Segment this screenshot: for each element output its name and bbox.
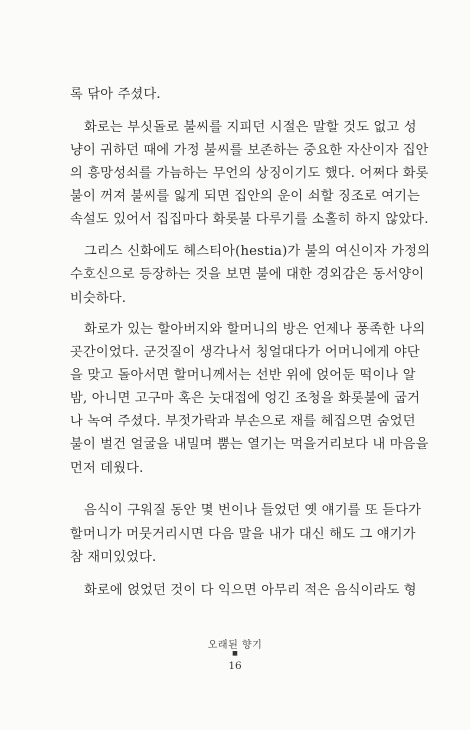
page-number: 16 (228, 660, 242, 672)
text-line: 나 녹여 주셨다. 부젓가락과 부손으로 재를 헤집으면 숨었던 (70, 414, 416, 429)
text-line: 록 닦아 주셨다. (70, 87, 161, 102)
running-footer-title: 오래된 향기 (207, 640, 263, 651)
text-line: 수호신으로 등장하는 것을 보면 불에 대한 경외감은 동서양이 (70, 267, 425, 282)
text-line: 속설도 있어서 집집마다 화롯불 다루기를 소홀히 하지 않았다. (70, 212, 429, 227)
text-line: 할머니가 머뭇거리시면 다음 말을 내가 대신 해도 그 얘기가 (70, 527, 416, 542)
text-line: 그리스 신화에도 헤스티아(hestia)가 불의 여신이자 가정의 (84, 244, 431, 259)
text-line: 의 흥망성쇠를 가늠하는 무언의 상징이기도 했다. 어쩌다 화롯 (70, 166, 429, 181)
text-line: 비슷하다. (70, 291, 127, 306)
text-line: 음식이 구워질 동안 몇 번이나 들었던 옛 얘기를 또 듣다가 (84, 503, 422, 518)
text-line: 화로는 부싯돌로 불씨를 지피던 시절은 말할 것도 없고 성 (84, 120, 417, 135)
text-line: 먼저 데웠다. (70, 461, 144, 476)
text-line: 화로에 얹었던 것이 다 익으면 아무리 적은 음식이라도 형 (84, 583, 417, 598)
text-line: 화로가 있는 할아버지와 할머니의 방은 언제나 풍족한 나의 (84, 322, 426, 337)
text-line: 참 재미있었다. (70, 550, 157, 565)
text-line: 불이 꺼져 불씨를 잃게 되면 집안의 운이 쇠할 징조로 여기는 (70, 189, 421, 204)
text-line: 밤, 아니면 고구마 혹은 눗대접에 엉긴 조청을 화롯불에 굽거 (70, 391, 421, 406)
text-line: 불이 벌건 얼굴을 내밀며 뿜는 열기는 먹을거리보다 내 마음을 (70, 437, 429, 452)
text-line: 을 맞고 돌아서면 할머니께서는 선반 위에 얹어둔 떡이나 알 (70, 368, 416, 383)
footer-square-mark: ■ (232, 650, 238, 657)
text-line: 냥이 귀하던 때에 가정 불씨를 보존하는 중요한 자산이자 집안 (70, 143, 429, 158)
text-line: 곳간이었다. 군것질이 생각나서 칭얼대다가 어머니에게 야단 (70, 345, 420, 360)
